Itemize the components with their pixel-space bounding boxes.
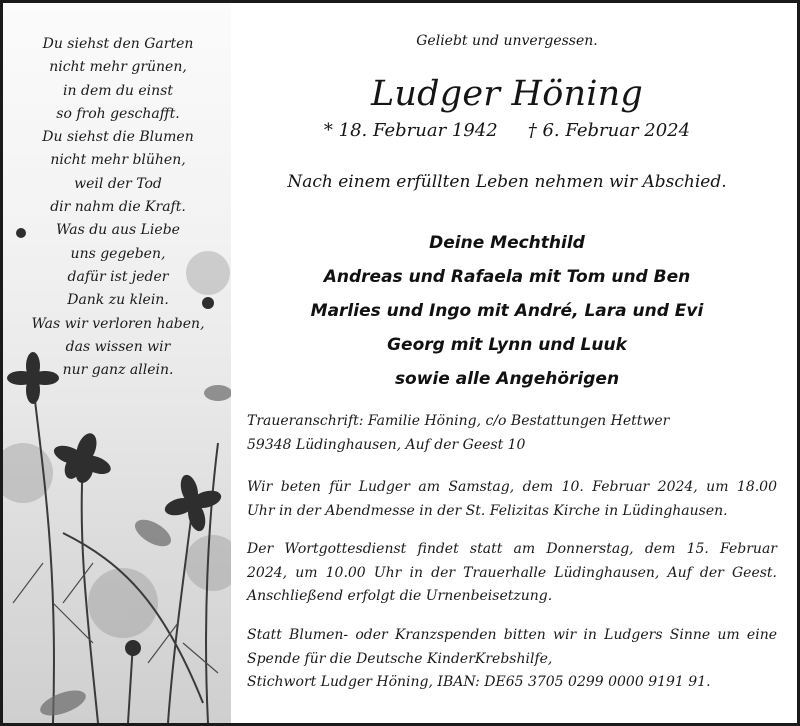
- address-line: Traueranschrift: Familie Höning, c/o Bestattungen Hettwer: [247, 413, 670, 429]
- life-dates: [232, 120, 782, 141]
- paragraph-line: Spende für die Deutsche KinderKrebshilfe,: [247, 650, 553, 667]
- poem-line: Dank zu klein.: [67, 292, 169, 309]
- paragraph-line: 2024, um 10.00 Uhr in der Trauerhalle Lüdinghausen, Auf der Geest.: [247, 564, 777, 581]
- flower-photo-panel: [3, 3, 231, 723]
- poem-line: das wissen wir: [65, 338, 171, 355]
- poem: [11, 33, 225, 382]
- poem-line: so froh geschafft.: [56, 105, 180, 122]
- mourner-line: Georg mit Lynn und Luuk: [387, 335, 627, 355]
- poem-line: dir nahm die Kraft.: [50, 199, 186, 216]
- donation-paragraph: [247, 624, 777, 695]
- mourner-line: Deine Mechthild: [429, 233, 585, 253]
- mourner-line: sowie alle Angehörigen: [394, 369, 620, 389]
- poem-line: Du siehst den Garten: [42, 36, 194, 52]
- poem-line: weil der Tod: [74, 175, 162, 192]
- deceased-name: Ludger Höning: [370, 74, 644, 114]
- address-line: 59348 Lüdinghausen, Auf der Geest 10: [247, 436, 526, 453]
- tagline: Geliebt und unvergessen.: [416, 33, 598, 49]
- funeral-service-paragraph: [247, 538, 777, 609]
- poem-line: nicht mehr grünen,: [49, 59, 187, 76]
- paragraph-line: Statt Blumen- oder Kranzspenden bitten wir in Ludgers Sinne um eine: [247, 627, 777, 643]
- poem-line: nicht mehr blühen,: [50, 152, 186, 169]
- paragraph-line: Der Wortgottesdienst findet statt am Donnerstag, dem 15. Februar: [247, 541, 777, 557]
- poem-line: in dem du einst: [63, 82, 173, 99]
- paragraph-line: Wir beten für Ludger am Samstag, dem 10. Februar 2024, um 18.00: [247, 479, 777, 495]
- notice-text-column: [232, 0, 797, 723]
- paragraph-line: Stichwort Ludger Höning, IBAN: DE65 3705 0299 0000 9191 91.: [247, 674, 711, 690]
- birth-date: * 18. Februar 1942: [323, 120, 498, 141]
- mourner-line: Marlies und Ingo mit André, Lara und Evi: [310, 301, 704, 321]
- farewell-line: Nach einem erfüllten Leben nehmen wir Abschied.: [287, 172, 727, 192]
- paragraph-line: Uhr in der Abendmesse in der St. Felizitas Kirche in Lüdinghausen.: [247, 502, 728, 519]
- poem-line: nur ganz allein.: [62, 362, 174, 379]
- mourning-address: [247, 410, 777, 457]
- poem-line: Was du aus Liebe: [56, 222, 180, 239]
- paragraph-line: Anschließend erfolgt die Urnenbeisetzung.: [247, 588, 553, 604]
- mourners-list: [232, 226, 782, 396]
- poem-line: Was wir verloren haben,: [31, 315, 205, 332]
- poem-line: uns gegeben,: [70, 245, 166, 262]
- mourner-line: Andreas und Rafaela mit Tom und Ben: [323, 267, 691, 287]
- death-date: † 6. Februar 2024: [527, 120, 691, 141]
- prayer-service-paragraph: [247, 476, 777, 523]
- poem-line: dafür ist jeder: [67, 268, 169, 285]
- poem-line: Du siehst die Blumen: [42, 129, 194, 146]
